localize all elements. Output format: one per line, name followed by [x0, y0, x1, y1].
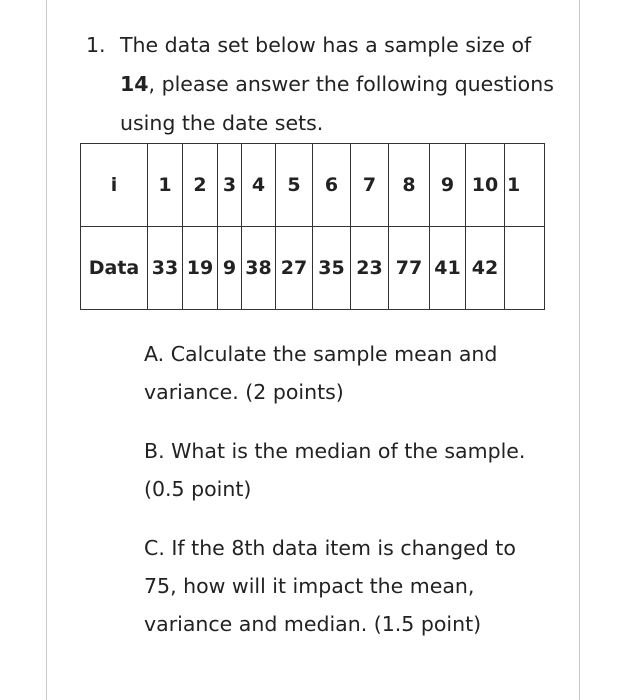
data-cell: 33: [148, 227, 183, 310]
sub-question-c: [144, 529, 554, 643]
data-cell: 9: [218, 227, 242, 310]
index-cell: 9: [430, 144, 466, 227]
data-cell: 41: [430, 227, 466, 310]
sub-question-label: B.: [144, 439, 165, 463]
data-cell: 23: [351, 227, 389, 310]
sub-question-text: If the 8th data item is changed to 75, how will it impact the mean, variance and median. (1.5 point): [144, 536, 516, 636]
sub-question-list: [144, 335, 554, 664]
question-text: [120, 26, 556, 143]
index-cell: 10: [466, 144, 505, 227]
data-cell: 42: [466, 227, 505, 310]
index-cell: 6: [313, 144, 351, 227]
data-cell: 35: [313, 227, 351, 310]
index-cell: 1: [505, 144, 545, 227]
index-cell: 5: [276, 144, 313, 227]
index-cell: 7: [351, 144, 389, 227]
data-table: [80, 143, 545, 310]
index-cell: 8: [389, 144, 430, 227]
sub-question-a: [144, 335, 554, 411]
data-cell: [505, 227, 545, 310]
index-header: i: [81, 144, 148, 227]
data-cell: 19: [183, 227, 218, 310]
data-row: [81, 227, 545, 310]
index-cell: 1: [148, 144, 183, 227]
sub-question-label: C.: [144, 536, 165, 560]
sub-question-label: A.: [144, 342, 165, 366]
data-table-container: [80, 143, 548, 313]
question-1: [86, 26, 556, 143]
sample-size: 14: [120, 72, 149, 96]
question-text-after: , please answer the following questions using the date sets.: [120, 72, 554, 135]
sub-question-text: Calculate the sample mean and variance. (2 points): [144, 342, 498, 404]
index-row: [81, 144, 545, 227]
sub-question-text: What is the median of the sample. (0.5 point): [144, 439, 526, 501]
index-cell: 4: [242, 144, 276, 227]
index-cell: 2: [183, 144, 218, 227]
question-text-before: The data set below has a sample size of: [120, 33, 532, 57]
data-cell: 27: [276, 227, 313, 310]
question-number: 1.: [86, 33, 106, 57]
data-header: Data: [81, 227, 148, 310]
data-cell: 38: [242, 227, 276, 310]
index-cell: 3: [218, 144, 242, 227]
sub-question-b: [144, 432, 554, 508]
data-cell: 77: [389, 227, 430, 310]
